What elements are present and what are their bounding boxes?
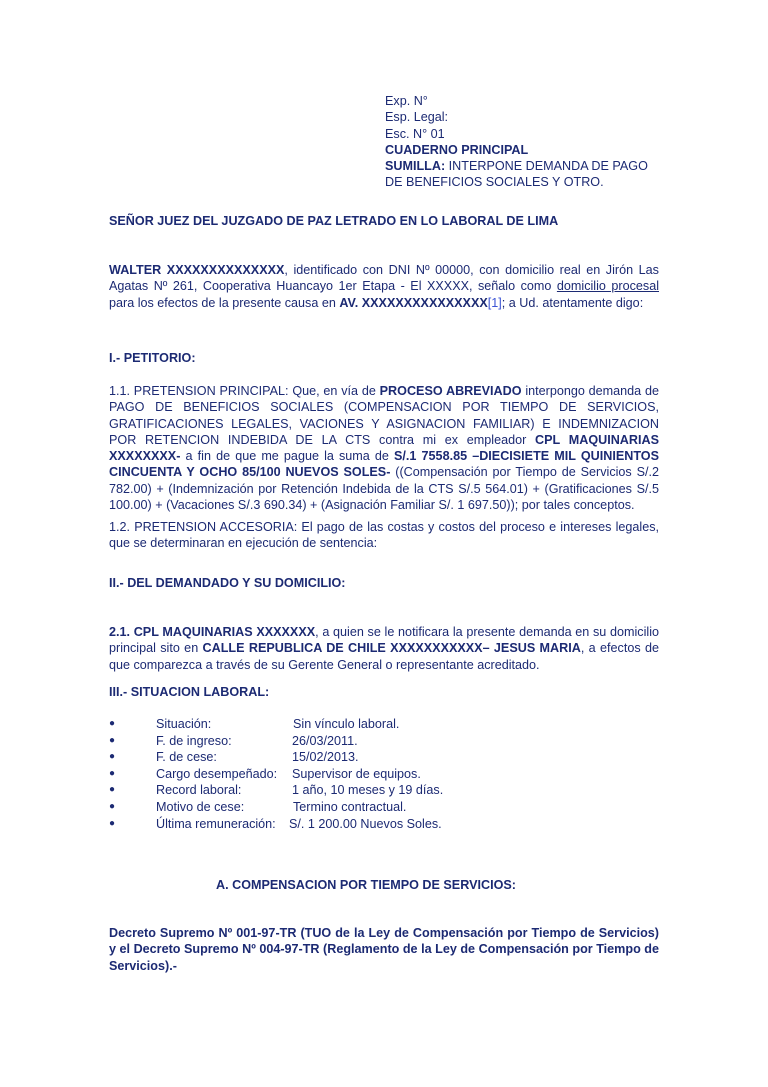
esc-number: Esc. N° 01	[385, 126, 445, 141]
list-item: ● F. de cese: 15/02/2013.	[109, 750, 359, 765]
sumilla-line-2: DE BENEFICIOS SOCIALES Y OTRO.	[385, 175, 604, 190]
domicilio-procesal-link[interactable]: domicilio procesal	[556, 279, 659, 294]
plaintiff-name: WALTER XXXXXXXXXXXXXX	[109, 263, 285, 277]
list-item: ● Última remuneración: S/. 1 200.00 Nuevos Soles.	[109, 816, 442, 831]
situacion-laboral-list	[109, 716, 659, 832]
addressee: SEÑOR JUEZ DEL JUZGADO DE PAZ LETRADO EN LO LABORAL DE LIMA	[109, 214, 559, 228]
list-item: ● Situación: Sin vínculo laboral.	[109, 717, 400, 731]
footnote-ref[interactable]: [1]	[487, 295, 502, 310]
bullet-icon: ●	[109, 734, 116, 746]
situacion-laboral-heading: III.- SITUACION LABORAL:	[109, 685, 270, 699]
petitorio-heading: I.- PETITORIO:	[109, 351, 196, 365]
decree-paragraph: Decreto Supremo Nº 001-97-TR (TUO de la Ley de Compensación por Tiempo de Servicios) y el Decreto Supremo Nº 004-97-TR (Reglamento de la Ley de Compensación por Tiempo de Servicios).-	[109, 926, 659, 973]
bullet-icon: ●	[109, 800, 116, 812]
procesal-address: AV. XXXXXXXXXXXXXXX	[339, 295, 488, 310]
cts-section-title: A. COMPENSACION POR TIEMPO DE SERVICIOS:	[216, 878, 516, 892]
bullet-icon: ●	[109, 718, 116, 729]
intro-paragraph: WALTER XXXXXXXXXXXXXX, identificado con DNI Nº 00000, con domicilio real en Jirón Las Agatas Nº 261, Cooperativa Huancayo 1er Etapa - El XXXXX, señalo como domicilio procesal para los efectos de la presente causa en AV. XXXXXXXXXXXXXXX[1]; a Ud. atentamente digo:	[109, 263, 659, 310]
demandado-paragraph: 2.1. CPL MAQUINARIAS XXXXXXX, a quien se le notificara la presente demanda en su domicilio principal sito en CALLE REPUBLICA DE CHILE XXXXXXXXXXX– JESUS MARIA, a efectos de que comparezca a través de su Gerente General o representante acreditado.	[109, 625, 659, 672]
sumilla-line-1	[385, 158, 675, 174]
bullet-icon: ●	[109, 751, 116, 763]
sumilla-text-1: INTERPONE DEMANDA DE PAGO	[448, 159, 648, 174]
demandado-heading: II.- DEL DEMANDADO Y SU DOMICILIO:	[109, 576, 346, 590]
list-item: ● F. de ingreso: 26/03/2011.	[109, 733, 358, 748]
case-header	[385, 93, 675, 191]
bullet-icon: ●	[109, 767, 116, 779]
cuaderno-label: CUADERNO PRINCIPAL	[385, 142, 529, 157]
list-item: ● Cargo desempeñado: Supervisor de equipos.	[109, 766, 421, 781]
pretension-accesoria: 1.2. PRETENSION ACCESORIA: El pago de las costas y costos del proceso e intereses legales, que se determinaran en ejecución de sentencia:	[109, 520, 659, 551]
list-item: ● Motivo de cese: Termino contractual.	[109, 799, 407, 814]
esp-legal: Esp. Legal:	[385, 110, 449, 125]
pretension-principal: 1.1. PRETENSION PRINCIPAL: Que, en vía de PROCESO ABREVIADO interpongo demanda de PAGO DE BENEFICIOS SOCIALES (COMPENSACION POR TIEMPO DE SERVICIOS, GRATIFICACIONES LEGALES, VACIONES Y ASIGNACION FAMILIAR) E INDEMNIZACION POR RETENCION INDEBIDA DE LA CTS contra mi ex empleador CPL MAQUINARIAS XXXXXXXX- a fin de que me pague la suma de S/.1 7558.85 –DIECISIETE MIL QUINIENTOS CINCUENTA Y OCHO 85/100 NUEVOS SOLES- ((Compensación por Tiempo de Servicios S/.2 782.00) + (Indemnización por Retención Indebida de la CTS S/.5 564.01) + (Gratificaciones S/.5 100.00) + (Vacaciones S/.3 690.34) + (Asignación Familiar S/. 1 697.50)); por tales conceptos.	[109, 384, 660, 513]
bullet-icon: ●	[109, 784, 116, 796]
bullet-icon: ●	[109, 817, 116, 829]
exp-number: Exp. N°	[385, 94, 428, 108]
list-item: ● Record laboral: 1 año, 10 meses y 19 días.	[109, 783, 444, 798]
sumilla-label: SUMILLA:	[385, 159, 446, 174]
